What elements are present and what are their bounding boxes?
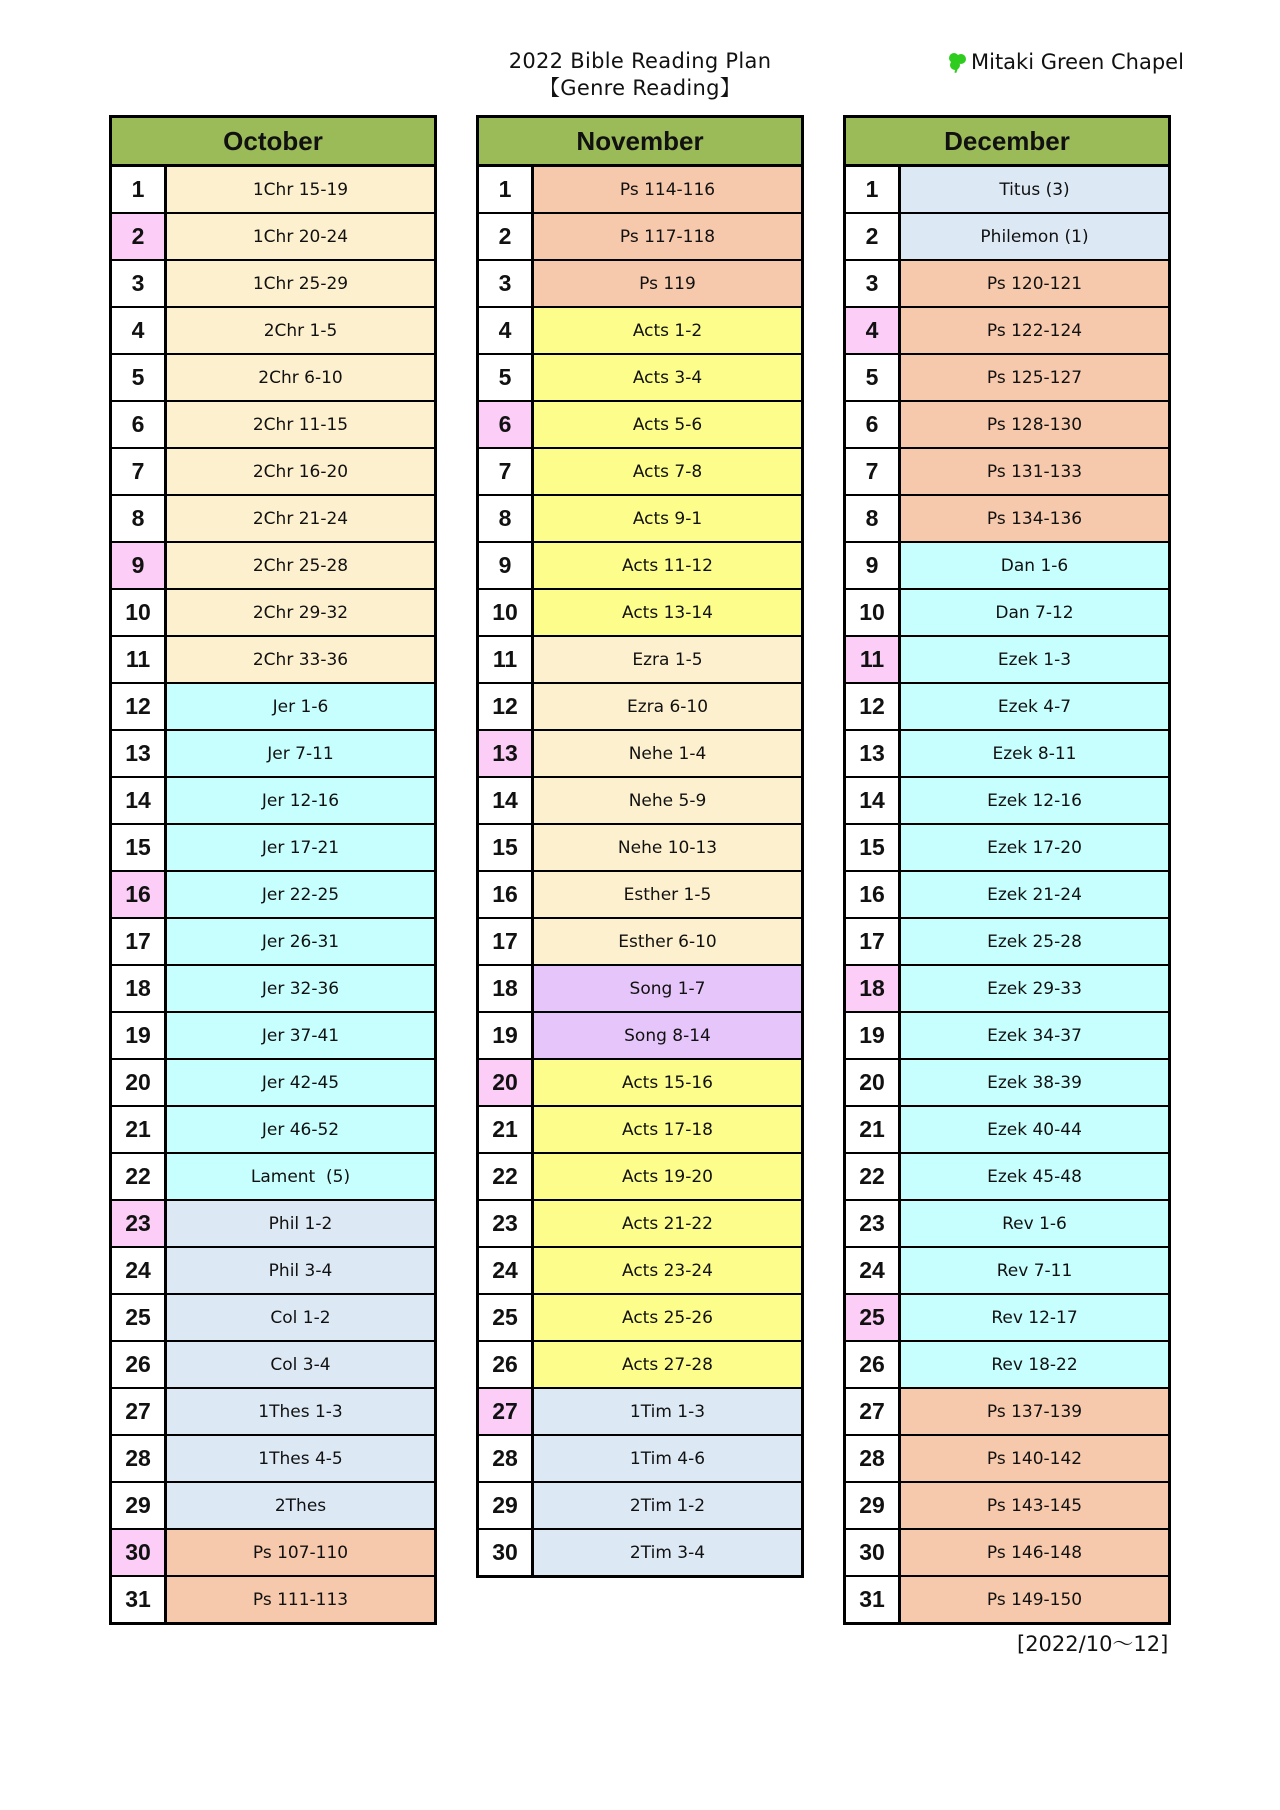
reading-cell: 2Chr 1-5 [167,308,434,353]
reading-cell: Philemon (1) [901,214,1168,259]
day-number: 3 [846,261,901,306]
reading-cell: 1Chr 25-29 [167,261,434,306]
reading-cell: Phil 1-2 [167,1201,434,1246]
day-number: 22 [479,1154,534,1199]
day-number: 18 [112,966,167,1011]
table-row [846,308,1168,355]
table-row [846,1483,1168,1530]
table-row [112,355,434,402]
day-number: 22 [112,1154,167,1199]
day-number: 21 [112,1107,167,1152]
table-row [112,872,434,919]
table-row [479,1107,801,1154]
table-row [112,261,434,308]
table-row [479,919,801,966]
table-row [479,355,801,402]
reading-cell: Lament (5) [167,1154,434,1199]
day-number: 17 [479,919,534,964]
day-number: 24 [479,1248,534,1293]
day-number: 1 [112,167,167,212]
day-number: 12 [112,684,167,729]
table-row [479,731,801,778]
day-number: 14 [846,778,901,823]
day-number: 17 [846,919,901,964]
day-number: 8 [479,496,534,541]
day-number: 1 [479,167,534,212]
reading-cell: Jer 1-6 [167,684,434,729]
reading-cell: Ezek 4-7 [901,684,1168,729]
reading-cell: 2Chr 33-36 [167,637,434,682]
day-number: 6 [112,402,167,447]
reading-cell: Col 3-4 [167,1342,434,1387]
table-row [846,543,1168,590]
day-number: 4 [479,308,534,353]
reading-cell: Rev 18-22 [901,1342,1168,1387]
reading-cell: Acts 25-26 [534,1295,801,1340]
reading-cell: Ps 146-148 [901,1530,1168,1575]
day-number: 28 [479,1436,534,1481]
day-number: 14 [479,778,534,823]
day-number: 23 [846,1201,901,1246]
table-row [112,684,434,731]
day-number: 19 [846,1013,901,1058]
table-row [112,1013,434,1060]
reading-cell: Acts 5-6 [534,402,801,447]
day-number: 23 [479,1201,534,1246]
day-number: 1 [846,167,901,212]
day-number: 13 [846,731,901,776]
table-row [479,402,801,449]
day-number: 7 [846,449,901,494]
day-number: 8 [846,496,901,541]
reading-cell: Ps 119 [534,261,801,306]
day-number: 22 [846,1154,901,1199]
table-row [112,214,434,261]
table-row [846,1530,1168,1577]
day-number: 29 [846,1483,901,1528]
reading-cell: 2Chr 29-32 [167,590,434,635]
reading-cell: Phil 3-4 [167,1248,434,1293]
table-row [846,1060,1168,1107]
day-number-sunday: 30 [112,1530,167,1575]
table-row [479,637,801,684]
day-number: 29 [479,1483,534,1528]
day-number: 30 [846,1530,901,1575]
date-range: [2022/10～12] [1017,1632,1169,1656]
reading-cell: Ezek 21-24 [901,872,1168,917]
day-number: 10 [479,590,534,635]
table-row [112,1248,434,1295]
reading-cell: Ezek 40-44 [901,1107,1168,1152]
day-number: 28 [112,1436,167,1481]
day-number: 31 [846,1577,901,1622]
day-number: 24 [112,1248,167,1293]
day-number: 5 [479,355,534,400]
day-number: 15 [112,825,167,870]
table-row [846,1248,1168,1295]
table-row [846,778,1168,825]
month-header: October [112,118,434,167]
day-number-sunday: 23 [112,1201,167,1246]
table-row [846,966,1168,1013]
reading-cell: Ps 107-110 [167,1530,434,1575]
reading-cell: Jer 7-11 [167,731,434,776]
table-row [846,919,1168,966]
table-row [479,1530,801,1575]
table-row [112,543,434,590]
reading-cell: Jer 37-41 [167,1013,434,1058]
reading-cell: Dan 1-6 [901,543,1168,588]
reading-cell: Esther 1-5 [534,872,801,917]
reading-cell: 2Chr 6-10 [167,355,434,400]
table-row [846,1577,1168,1622]
day-number: 30 [479,1530,534,1575]
reading-cell: Ps 128-130 [901,402,1168,447]
reading-cell: Acts 9-1 [534,496,801,541]
reading-cell: Jer 42-45 [167,1060,434,1105]
table-row [112,637,434,684]
reading-cell: Ps 149-150 [901,1577,1168,1622]
reading-cell: 1Thes 4-5 [167,1436,434,1481]
table-row [846,1107,1168,1154]
table-row [112,449,434,496]
table-row [112,1342,434,1389]
reading-cell: Ezra 6-10 [534,684,801,729]
reading-cell: 2Tim 1-2 [534,1483,801,1528]
reading-cell: Ezra 1-5 [534,637,801,682]
reading-cell: 2Tim 3-4 [534,1530,801,1575]
day-number: 4 [112,308,167,353]
day-number: 14 [112,778,167,823]
table-row [846,261,1168,308]
reading-cell: Jer 32-36 [167,966,434,1011]
reading-cell: Jer 12-16 [167,778,434,823]
day-number: 2 [479,214,534,259]
brand [945,50,1184,74]
table-row [112,731,434,778]
table-row [846,637,1168,684]
table-row [479,966,801,1013]
table-row [846,731,1168,778]
table-row [112,919,434,966]
day-number-sunday: 11 [846,637,901,682]
day-number: 29 [112,1483,167,1528]
reading-cell: Esther 6-10 [534,919,801,964]
reading-cell: 1Tim 1-3 [534,1389,801,1434]
table-row [846,449,1168,496]
month-table-december [843,115,1171,1625]
reading-cell: Ezek 1-3 [901,637,1168,682]
reading-cell: Ps 117-118 [534,214,801,259]
reading-cell: Acts 17-18 [534,1107,801,1152]
reading-cell: Ps 140-142 [901,1436,1168,1481]
reading-cell: Ezek 12-16 [901,778,1168,823]
reading-cell: Ps 114-116 [534,167,801,212]
day-number: 3 [112,261,167,306]
reading-cell: Ps 134-136 [901,496,1168,541]
brand-name: Mitaki Green Chapel [971,50,1184,74]
day-number: 27 [846,1389,901,1434]
table-row [479,214,801,261]
reading-cell: Ps 120-121 [901,261,1168,306]
reading-cell: Jer 22-25 [167,872,434,917]
title-line-2: 【Genre Reading】 [538,76,741,100]
reading-cell: Nehe 1-4 [534,731,801,776]
reading-cell: Acts 27-28 [534,1342,801,1387]
table-row [479,261,801,308]
day-number: 15 [479,825,534,870]
day-number: 2 [846,214,901,259]
page-title [460,48,820,102]
day-number-sunday: 16 [112,872,167,917]
day-number: 19 [112,1013,167,1058]
table-row [846,825,1168,872]
day-number: 13 [112,731,167,776]
table-row [112,1060,434,1107]
reading-cell: Ps 137-139 [901,1389,1168,1434]
reading-cell: Song 8-14 [534,1013,801,1058]
day-number: 20 [846,1060,901,1105]
table-row [112,590,434,637]
reading-cell: Acts 21-22 [534,1201,801,1246]
day-number: 7 [112,449,167,494]
reading-cell: Ezek 8-11 [901,731,1168,776]
reading-cell: Jer 17-21 [167,825,434,870]
reading-cell: Col 1-2 [167,1295,434,1340]
table-row [112,496,434,543]
clover-icon [945,50,969,74]
reading-cell: Jer 26-31 [167,919,434,964]
reading-cell: 2Chr 11-15 [167,402,434,447]
table-row [112,1107,434,1154]
day-number: 11 [479,637,534,682]
reading-cell: Ps 125-127 [901,355,1168,400]
month-table-october [109,115,437,1625]
day-number: 5 [846,355,901,400]
reading-cell: Dan 7-12 [901,590,1168,635]
table-row [846,214,1168,261]
table-row [479,167,801,214]
day-number: 24 [846,1248,901,1293]
table-row [112,966,434,1013]
reading-cell: Nehe 5-9 [534,778,801,823]
day-number: 7 [479,449,534,494]
table-row [479,590,801,637]
reading-cell: Acts 11-12 [534,543,801,588]
table-row [846,496,1168,543]
day-number: 26 [479,1342,534,1387]
day-number: 26 [112,1342,167,1387]
table-row [479,1295,801,1342]
reading-cell: Ps 122-124 [901,308,1168,353]
day-number-sunday: 27 [479,1389,534,1434]
table-row [846,355,1168,402]
table-row [479,1389,801,1436]
table-row [112,308,434,355]
day-number: 31 [112,1577,167,1622]
day-number: 20 [112,1060,167,1105]
reading-cell: Nehe 10-13 [534,825,801,870]
day-number: 18 [479,966,534,1011]
table-row [479,449,801,496]
reading-cell: Rev 12-17 [901,1295,1168,1340]
table-row [479,825,801,872]
table-row [112,1436,434,1483]
day-number: 8 [112,496,167,541]
reading-cell: Jer 46-52 [167,1107,434,1152]
table-row [479,543,801,590]
table-row [846,1154,1168,1201]
reading-cell: 2Chr 16-20 [167,449,434,494]
day-number: 25 [112,1295,167,1340]
table-row [479,1483,801,1530]
table-row [112,1389,434,1436]
month-table-november [476,115,804,1578]
table-row [846,1389,1168,1436]
table-row [846,872,1168,919]
table-row [479,1060,801,1107]
reading-cell: Ps 131-133 [901,449,1168,494]
reading-cell: Ezek 34-37 [901,1013,1168,1058]
day-number: 5 [112,355,167,400]
reading-cell: Ps 111-113 [167,1577,434,1622]
reading-cell: Rev 1-6 [901,1201,1168,1246]
table-row [479,778,801,825]
day-number-sunday: 20 [479,1060,534,1105]
table-row [846,1295,1168,1342]
table-row [846,1013,1168,1060]
table-row [112,402,434,449]
day-number: 10 [112,590,167,635]
table-row [479,1154,801,1201]
table-row [479,1342,801,1389]
reading-cell: Titus (3) [901,167,1168,212]
day-number-sunday: 13 [479,731,534,776]
reading-cell: Acts 7-8 [534,449,801,494]
table-row [846,1342,1168,1389]
day-number-sunday: 2 [112,214,167,259]
reading-cell: Acts 15-16 [534,1060,801,1105]
day-number: 15 [846,825,901,870]
reading-cell: Acts 3-4 [534,355,801,400]
reading-cell: 1Chr 15-19 [167,167,434,212]
table-row [112,1201,434,1248]
day-number: 12 [479,684,534,729]
day-number: 16 [479,872,534,917]
day-number: 27 [112,1389,167,1434]
table-row [479,1201,801,1248]
day-number: 11 [112,637,167,682]
day-number: 26 [846,1342,901,1387]
day-number-sunday: 25 [846,1295,901,1340]
table-row [479,872,801,919]
day-number: 17 [112,919,167,964]
reading-cell: 1Tim 4-6 [534,1436,801,1481]
day-number: 3 [479,261,534,306]
reading-cell: Ps 143-145 [901,1483,1168,1528]
day-number: 16 [846,872,901,917]
month-header: November [479,118,801,167]
reading-cell: Acts 13-14 [534,590,801,635]
day-number-sunday: 6 [479,402,534,447]
table-row [479,1013,801,1060]
day-number: 21 [846,1107,901,1152]
table-row [112,167,434,214]
day-number: 9 [846,543,901,588]
table-row [112,1577,434,1622]
table-row [479,684,801,731]
reading-cell: Rev 7-11 [901,1248,1168,1293]
table-row [112,1483,434,1530]
table-row [846,402,1168,449]
day-number: 25 [479,1295,534,1340]
day-number: 28 [846,1436,901,1481]
reading-cell: 2Chr 25-28 [167,543,434,588]
day-number: 21 [479,1107,534,1152]
table-row [479,308,801,355]
reading-cell: 1Thes 1-3 [167,1389,434,1434]
reading-cell: 2Thes [167,1483,434,1528]
reading-cell: Acts 23-24 [534,1248,801,1293]
table-row [479,1248,801,1295]
day-number: 9 [479,543,534,588]
day-number-sunday: 9 [112,543,167,588]
reading-cell: Acts 19-20 [534,1154,801,1199]
reading-cell: Ezek 45-48 [901,1154,1168,1199]
table-row [112,1295,434,1342]
day-number: 6 [846,402,901,447]
title-line-1: 2022 Bible Reading Plan [508,49,772,73]
table-row [112,1154,434,1201]
table-row [479,1436,801,1483]
reading-cell: 2Chr 21-24 [167,496,434,541]
reading-cell: Song 1-7 [534,966,801,1011]
reading-cell: Acts 1-2 [534,308,801,353]
table-row [112,825,434,872]
reading-cell: Ezek 25-28 [901,919,1168,964]
table-row [846,590,1168,637]
table-row [846,684,1168,731]
reading-cell: Ezek 17-20 [901,825,1168,870]
reading-cell: Ezek 29-33 [901,966,1168,1011]
table-row [479,496,801,543]
table-row [112,778,434,825]
month-header: December [846,118,1168,167]
day-number-sunday: 18 [846,966,901,1011]
reading-cell: Ezek 38-39 [901,1060,1168,1105]
day-number: 12 [846,684,901,729]
day-number: 19 [479,1013,534,1058]
day-number: 10 [846,590,901,635]
table-row [112,1530,434,1577]
table-row [846,1436,1168,1483]
table-row [846,1201,1168,1248]
day-number-sunday: 4 [846,308,901,353]
table-row [846,167,1168,214]
reading-cell: 1Chr 20-24 [167,214,434,259]
